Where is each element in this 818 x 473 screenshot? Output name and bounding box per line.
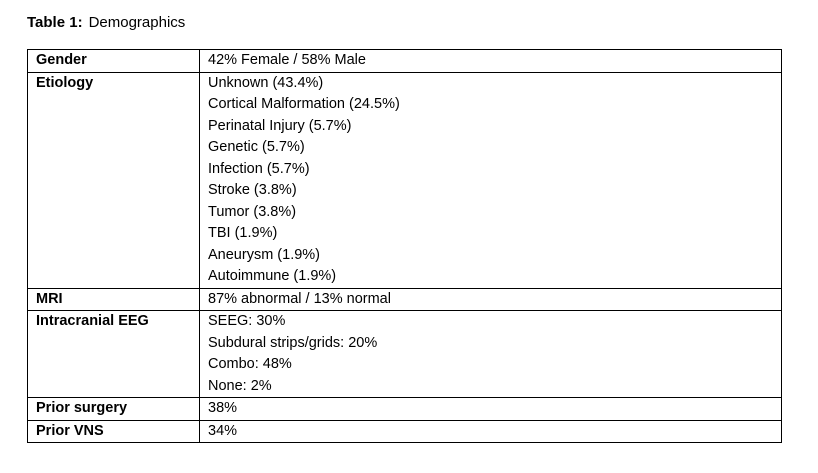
row-value: Aneurysm (1.9%): [208, 246, 321, 263]
row-values: [200, 420, 782, 443]
row-label: Gender: [28, 50, 200, 73]
row-value: TBI (1.9%): [208, 225, 278, 241]
row-value: None: 2%: [208, 377, 272, 394]
table-caption-label: Table 1:: [27, 14, 83, 31]
row-value: Subdural strips/grids: 20%: [208, 334, 378, 351]
row-value: Perinatal Injury (5.7%): [208, 117, 352, 134]
table-caption-title: Demographics: [88, 14, 186, 31]
row-value: Unknown (43.4%): [208, 74, 324, 91]
row-value: Combo: 48%: [208, 356, 292, 372]
table-row-intracranial-eeg: [28, 311, 782, 398]
row-label: Prior VNS: [28, 420, 200, 443]
row-value: 87% abnormal / 13% normal: [208, 290, 391, 307]
row-value: 38%: [208, 400, 238, 416]
row-value: SEEG: 30%: [208, 313, 286, 329]
table-row-mri: [28, 288, 782, 311]
table-row-prior-surgery: [28, 398, 782, 421]
table-row-etiology: [28, 72, 782, 288]
row-label: Intracranial EEG: [28, 311, 200, 398]
row-value: Stroke (3.8%): [208, 182, 297, 198]
table-row-gender: [28, 50, 782, 73]
row-value: Infection (5.7%): [208, 160, 310, 177]
row-values: [200, 50, 782, 73]
row-values: [200, 311, 782, 398]
row-label: MRI: [28, 288, 200, 311]
row-label: Etiology: [28, 72, 200, 288]
table-caption: [27, 14, 185, 32]
row-values: [200, 72, 782, 288]
demographics-table: [27, 49, 782, 443]
row-label: Prior surgery: [28, 398, 200, 421]
row-value: 34%: [208, 422, 238, 439]
row-value: 42% Female / 58% Male: [208, 52, 366, 68]
row-value: Autoimmune (1.9%): [208, 268, 337, 284]
row-values: [200, 398, 782, 421]
row-value: Cortical Malformation (24.5%): [208, 96, 400, 112]
row-values: [200, 288, 782, 311]
row-value: Tumor (3.8%): [208, 203, 297, 220]
row-value: Genetic (5.7%): [208, 139, 305, 155]
table-row-prior-vns: [28, 420, 782, 443]
